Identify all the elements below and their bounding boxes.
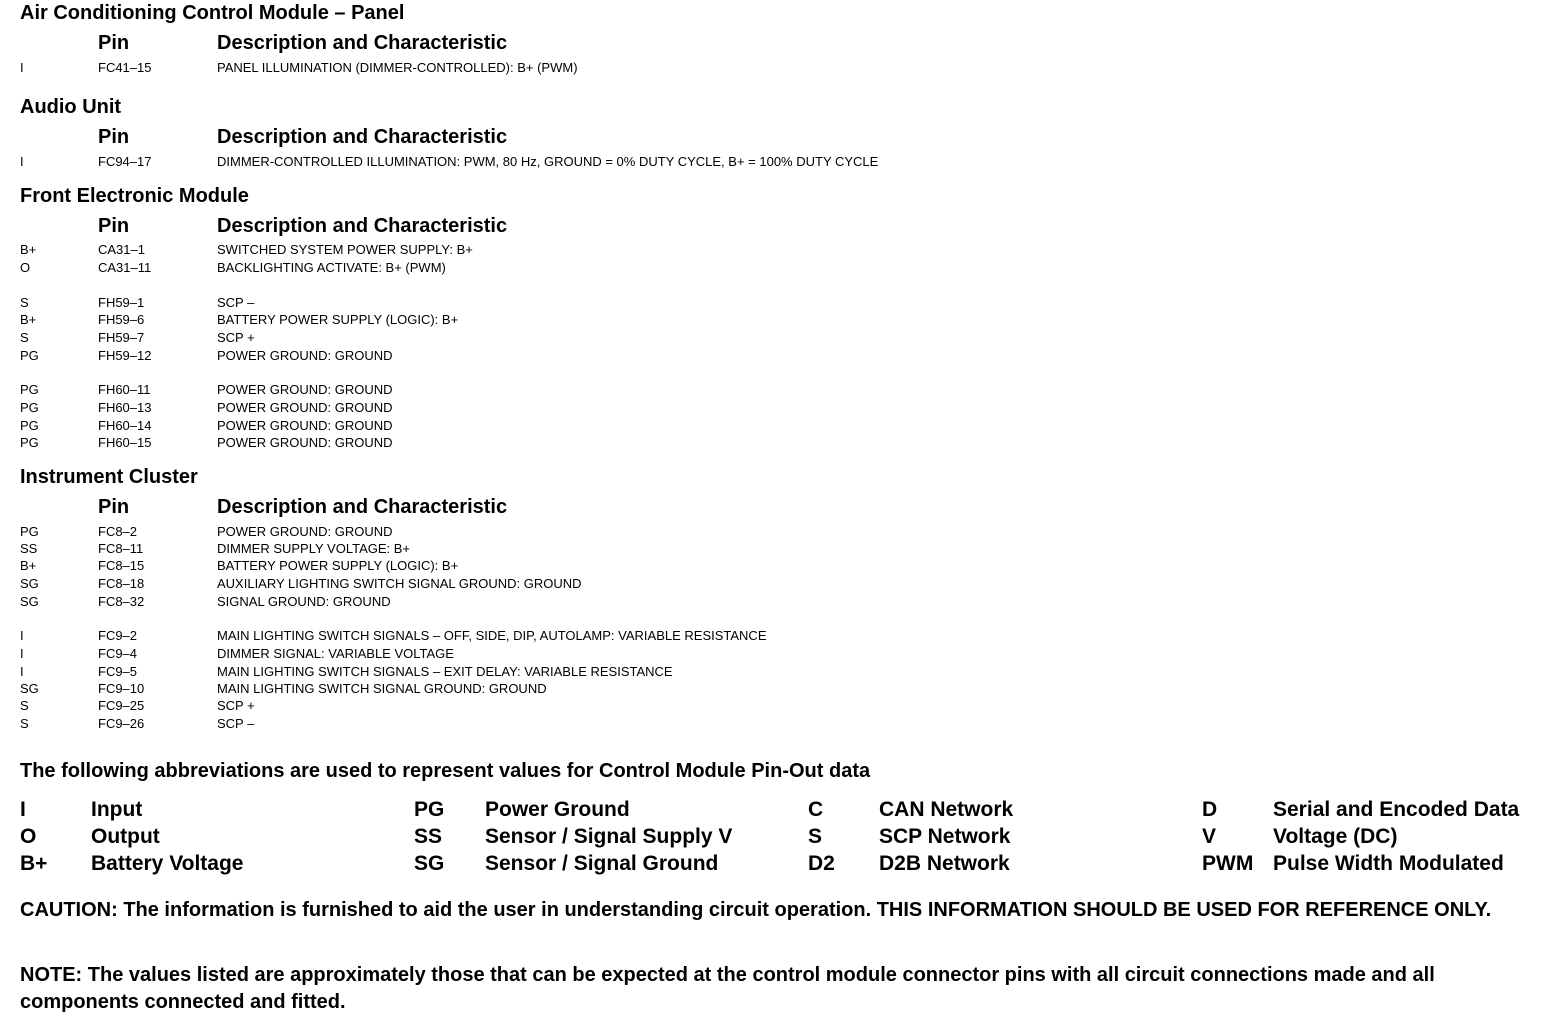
row-type: B+ bbox=[20, 312, 37, 327]
row-type: O bbox=[20, 260, 31, 275]
abbr-meaning: Battery Voltage bbox=[91, 852, 244, 875]
abbr-code: SS bbox=[414, 825, 443, 848]
row-type: PG bbox=[20, 400, 39, 415]
row-type: I bbox=[20, 646, 24, 661]
row-pin: FC9–4 bbox=[98, 646, 138, 661]
row-pin: FC8–11 bbox=[98, 541, 144, 556]
row-pin: FC8–2 bbox=[98, 524, 138, 539]
row-pin: FC9–10 bbox=[98, 681, 145, 696]
abbr-code: V bbox=[1202, 825, 1217, 848]
row-type: SG bbox=[20, 681, 39, 696]
row-type: B+ bbox=[20, 558, 37, 573]
row-pin: FH60–15 bbox=[98, 435, 152, 450]
section-title-ac-control-module: Air Conditioning Control Module – Panel bbox=[20, 2, 405, 24]
row-pin: CA31–11 bbox=[98, 260, 152, 275]
row-description: POWER GROUND: GROUND bbox=[217, 524, 393, 539]
abbr-meaning: Sensor / Signal Ground bbox=[485, 852, 719, 875]
row-pin: FC8–18 bbox=[98, 576, 145, 591]
row-pin: FC9–25 bbox=[98, 698, 145, 713]
column-header-pin: Pin bbox=[98, 126, 130, 148]
row-type: S bbox=[20, 295, 29, 310]
row-description: POWER GROUND: GROUND bbox=[217, 400, 393, 415]
row-description: DIMMER SIGNAL: VARIABLE VOLTAGE bbox=[217, 646, 454, 661]
row-description: SCP + bbox=[217, 330, 255, 345]
abbr-code: SG bbox=[414, 852, 445, 875]
abbr-meaning: Output bbox=[91, 825, 160, 848]
abbr-code: D2 bbox=[808, 852, 835, 875]
row-description: POWER GROUND: GROUND bbox=[217, 382, 393, 397]
column-header-pin: Pin bbox=[98, 215, 130, 237]
row-type: S bbox=[20, 698, 29, 713]
row-type: SG bbox=[20, 576, 39, 591]
column-header-description: Description and Characteristic bbox=[217, 32, 508, 54]
row-description: BATTERY POWER SUPPLY (LOGIC): B+ bbox=[217, 558, 459, 573]
section-title-audio-unit: Audio Unit bbox=[20, 96, 122, 118]
abbr-meaning: CAN Network bbox=[879, 798, 1014, 821]
abbr-code: PG bbox=[414, 798, 445, 821]
row-type: I bbox=[20, 664, 24, 679]
row-description: MAIN LIGHTING SWITCH SIGNALS – EXIT DELAY: VARIABLE RESISTANCE bbox=[217, 664, 673, 679]
row-pin: FC8–15 bbox=[98, 558, 145, 573]
row-description: PANEL ILLUMINATION (DIMMER-CONTROLLED): B+ (PWM) bbox=[217, 60, 578, 75]
abbr-meaning: Sensor / Signal Supply V bbox=[485, 825, 733, 848]
abbr-meaning: SCP Network bbox=[879, 825, 1011, 848]
abbr-code: I bbox=[20, 798, 26, 821]
row-type: I bbox=[20, 154, 24, 169]
row-pin: FH60–13 bbox=[98, 400, 152, 415]
abbr-code: S bbox=[808, 825, 823, 848]
abbr-code: D bbox=[1202, 798, 1218, 821]
column-header-pin: Pin bbox=[98, 32, 130, 54]
abbr-meaning: Pulse Width Modulated bbox=[1273, 852, 1504, 875]
row-description: POWER GROUND: GROUND bbox=[217, 418, 393, 433]
abbr-meaning: Voltage (DC) bbox=[1273, 825, 1398, 848]
abbreviations-intro: The following abbreviations are used to represent values for Control Module Pin-Out data bbox=[20, 760, 871, 782]
abbr-code: O bbox=[20, 825, 37, 848]
row-type: PG bbox=[20, 524, 39, 539]
row-type: PG bbox=[20, 435, 39, 450]
abbr-code: B+ bbox=[20, 852, 48, 875]
row-pin: FH60–11 bbox=[98, 382, 151, 397]
caution-text: CAUTION: The information is furnished to aid the user in understanding circuit operation. THIS INFORMATION SHOULD BE USED FOR REFERENCE ONLY. bbox=[20, 899, 1492, 921]
row-pin: FC94–17 bbox=[98, 154, 152, 169]
abbr-code: PWM bbox=[1202, 852, 1254, 875]
row-pin: FH59–6 bbox=[98, 312, 145, 327]
abbr-meaning: Serial and Encoded Data bbox=[1273, 798, 1520, 821]
row-description: SCP – bbox=[217, 716, 255, 731]
row-description: POWER GROUND: GROUND bbox=[217, 348, 393, 363]
row-description: BATTERY POWER SUPPLY (LOGIC): B+ bbox=[217, 312, 459, 327]
row-description: SWITCHED SYSTEM POWER SUPPLY: B+ bbox=[217, 242, 473, 257]
row-type: PG bbox=[20, 418, 39, 433]
row-pin: FH59–12 bbox=[98, 348, 152, 363]
abbr-code: C bbox=[808, 798, 824, 821]
row-description: SIGNAL GROUND: GROUND bbox=[217, 594, 391, 609]
row-description: DIMMER-CONTROLLED ILLUMINATION: PWM, 80 Hz, GROUND = 0% DUTY CYCLE, B+ = 100% DUTY CYCLE bbox=[217, 154, 879, 169]
row-type: S bbox=[20, 330, 29, 345]
row-description: MAIN LIGHTING SWITCH SIGNALS – OFF, SIDE, DIP, AUTOLAMP: VARIABLE RESISTANCE bbox=[217, 628, 767, 643]
row-pin: FH59–1 bbox=[98, 295, 145, 310]
abbr-meaning: D2B Network bbox=[879, 852, 1010, 875]
row-description: MAIN LIGHTING SWITCH SIGNAL GROUND: GROUND bbox=[217, 681, 547, 696]
row-type: SS bbox=[20, 541, 38, 556]
row-pin: FC9–2 bbox=[98, 628, 138, 643]
column-header-description: Description and Characteristic bbox=[217, 496, 508, 518]
row-type: PG bbox=[20, 382, 39, 397]
row-description: DIMMER SUPPLY VOLTAGE: B+ bbox=[217, 541, 411, 556]
row-type: I bbox=[20, 60, 24, 75]
row-pin: FC9–26 bbox=[98, 716, 145, 731]
row-type: SG bbox=[20, 594, 39, 609]
row-pin: FC9–5 bbox=[98, 664, 138, 679]
row-pin: FC41–15 bbox=[98, 60, 152, 75]
row-description: SCP – bbox=[217, 295, 255, 310]
section-title-front-electronic-module: Front Electronic Module bbox=[20, 185, 249, 207]
row-description: SCP + bbox=[217, 698, 255, 713]
column-header-description: Description and Characteristic bbox=[217, 215, 508, 237]
row-description: BACKLIGHTING ACTIVATE: B+ (PWM) bbox=[217, 260, 446, 275]
abbr-meaning: Power Ground bbox=[485, 798, 630, 821]
row-type: B+ bbox=[20, 242, 37, 257]
row-type: S bbox=[20, 716, 29, 731]
section-title-instrument-cluster: Instrument Cluster bbox=[20, 466, 198, 488]
row-description: AUXILIARY LIGHTING SWITCH SIGNAL GROUND: GROUND bbox=[217, 576, 582, 591]
row-pin: CA31–1 bbox=[98, 242, 145, 257]
abbr-meaning: Input bbox=[91, 798, 143, 821]
row-description: POWER GROUND: GROUND bbox=[217, 435, 393, 450]
note-text: NOTE: The values listed are approximately those that can be expected at the control module connector pins with all circuit connections made and all components connected and fitted. bbox=[20, 964, 1435, 1013]
row-pin: FH60–14 bbox=[98, 418, 152, 433]
row-pin: FC8–32 bbox=[98, 594, 145, 609]
row-type: PG bbox=[20, 348, 39, 363]
row-type: I bbox=[20, 628, 24, 643]
column-header-description: Description and Characteristic bbox=[217, 126, 508, 148]
column-header-pin: Pin bbox=[98, 496, 130, 518]
row-pin: FH59–7 bbox=[98, 330, 145, 345]
